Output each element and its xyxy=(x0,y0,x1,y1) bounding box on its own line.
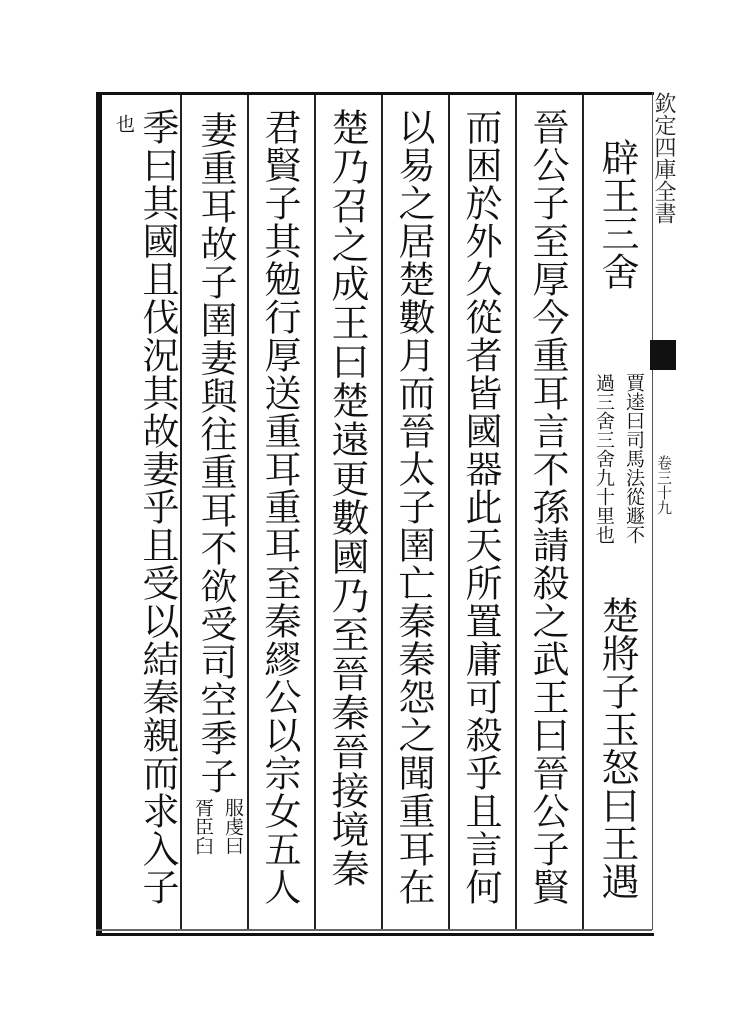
column-rule xyxy=(582,95,584,929)
text-column-5 xyxy=(325,108,373,888)
annotation-text: 也 xyxy=(113,114,135,133)
annotation-right xyxy=(221,798,245,855)
margin-book-title xyxy=(650,92,678,224)
text-column-1 xyxy=(592,108,646,900)
main-text: 季曰其國且伐況其故妻乎且受以結秦親而求入子 xyxy=(136,108,179,906)
text-column-6 xyxy=(258,108,306,906)
annotation-pair xyxy=(191,798,245,855)
annotation-text: 胥臣臼 xyxy=(192,798,214,855)
annotation-text: 服虔曰 xyxy=(222,798,244,855)
annotation-right xyxy=(622,320,646,596)
annotation-text: 過三舍三舍九十里也 xyxy=(593,372,615,544)
text-column-3 xyxy=(459,108,507,906)
main-text: 妻重耳故子圉妻與往重耳不欲受司空季子 xyxy=(194,111,237,795)
main-text: 而困於外久從者皆國器此天所置庸可殺乎且言何 xyxy=(459,108,502,906)
main-text-segment xyxy=(258,108,306,906)
main-text-segment xyxy=(595,108,643,320)
main-text: 楚乃召之成王曰楚遠更數國乃至晉秦晉接境秦 xyxy=(325,108,369,888)
margin-title-text: 欽定四庫全書 xyxy=(651,92,676,224)
main-text-segment xyxy=(325,108,373,888)
main-text: 君賢子其勉行厚送重耳重耳至秦繆公以宗女五人 xyxy=(258,108,301,906)
bottom-rule xyxy=(96,929,652,931)
margin-volume-text: 卷三十九 xyxy=(655,455,673,515)
main-text-segment xyxy=(459,108,507,906)
main-text-segment xyxy=(595,596,643,900)
column-rule xyxy=(314,95,316,929)
annotation-pair xyxy=(592,320,646,596)
annotation-text: 賈逵曰司馬法從遯不 xyxy=(623,372,645,544)
text-column-2 xyxy=(526,108,574,906)
column-rule xyxy=(381,95,383,929)
text-column-4 xyxy=(392,108,440,906)
main-text-segment xyxy=(392,108,440,906)
margin-volume xyxy=(654,455,674,515)
fishtail-mark xyxy=(650,340,676,370)
main-text-segment xyxy=(194,108,242,798)
main-text: 以易之居楚數月而晉太子圉亡秦秦怨之聞重耳在 xyxy=(392,108,435,906)
main-text-segment xyxy=(526,108,574,906)
column-rule xyxy=(247,95,249,929)
main-text: 楚將子玉怒曰王遇 xyxy=(595,596,639,900)
column-rule xyxy=(448,95,450,929)
annotation-left xyxy=(191,798,215,855)
main-text-segment xyxy=(136,108,184,906)
text-column-8 xyxy=(112,108,184,906)
annotation-left xyxy=(592,320,616,596)
column-rule xyxy=(515,95,517,929)
main-text: 晉公子至厚今重耳言不孫請殺之武王曰晉公子賢 xyxy=(526,108,569,906)
main-text: 辟王三舍 xyxy=(595,138,639,290)
text-column-7 xyxy=(191,108,245,855)
